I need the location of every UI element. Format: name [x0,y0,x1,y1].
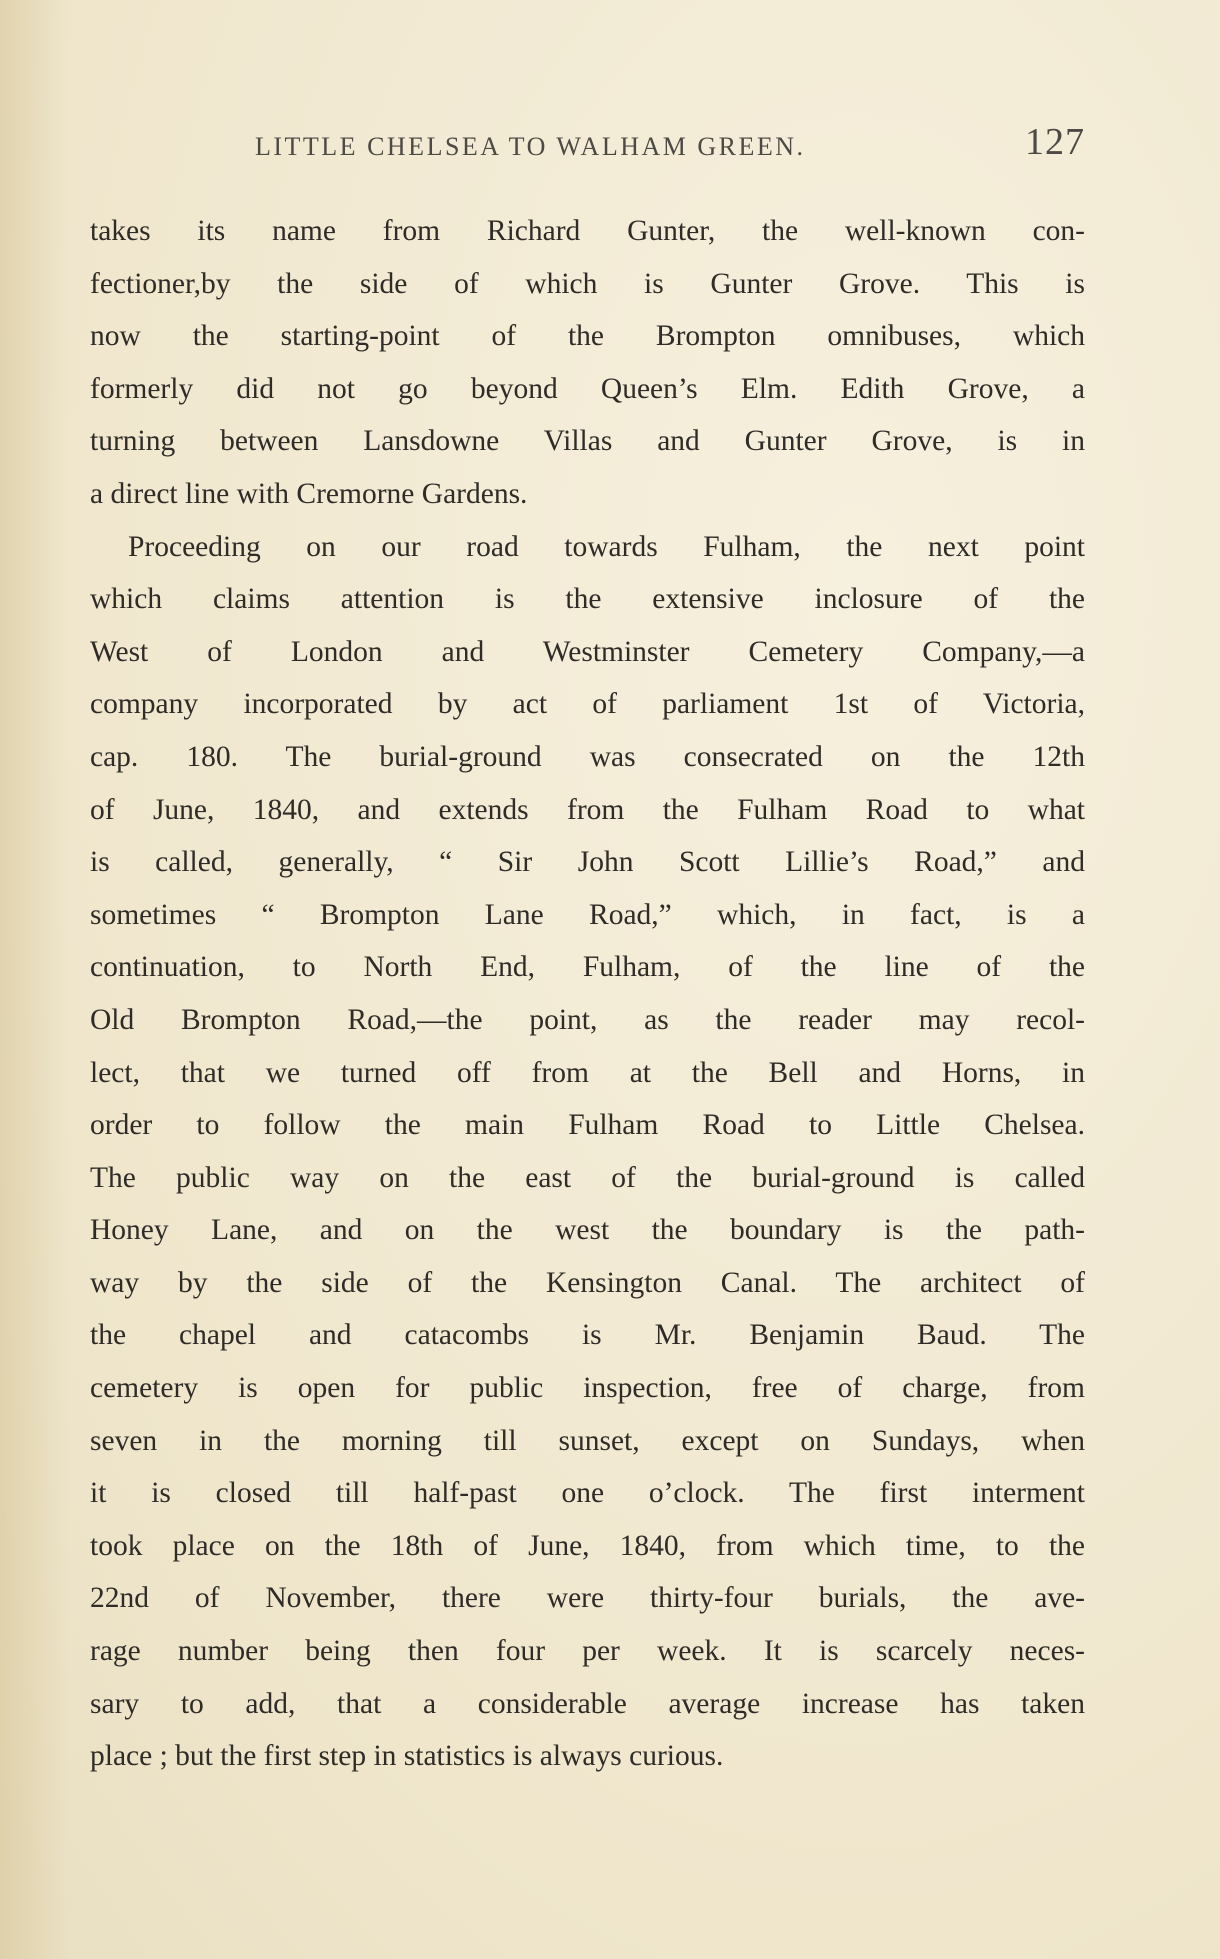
text-line: sometimes “ Brompton Lane Road,” which, in fact, is a [90,898,1085,931]
text-line: formerly did not go beyond Queen’s Elm. Edith Grove, a [90,372,1085,405]
text-line: order to follow the main Fulham Road to Little Chelsea. [90,1109,1085,1142]
running-head [90,118,1085,168]
paragraph [90,521,1085,1783]
running-title: LITTLE CHELSEA TO WALHAM GREEN. [255,132,806,161]
text-line: Honey Lane, and on the west the boundary is the path- [90,1214,1085,1247]
paragraph [90,205,1085,521]
text-line: continuation, to North End, Fulham, of the line of the [90,951,1085,984]
text-line: sary to add, that a considerable average increase has taken [90,1687,1085,1720]
text-line: it is closed till half-past one o’clock. The first interment [90,1477,1085,1510]
text-line: which claims attention is the extensive inclosure of the [90,583,1085,616]
text-line: cemetery is open for public inspection, free of charge, from [90,1372,1085,1405]
text-line: lect, that we turned off from at the Bell and Horns, in [90,1056,1085,1089]
text-line: way by the side of the Kensington Canal. The architect of [90,1266,1085,1299]
text-line: took place on the 18th of June, 1840, from which time, to the [90,1529,1085,1562]
text-line: The public way on the east of the burial-ground is called [90,1161,1085,1194]
text-line: a direct line with Cremorne Gardens. [90,477,528,510]
text-line: fectioner,by the side of which is Gunter Grove. This is [90,267,1085,300]
text-line: West of London and Westminster Cemetery Company,—a [90,635,1085,668]
text-line: cap. 180. The burial-ground was consecrated on the 12th [90,740,1085,773]
text-line: of June, 1840, and extends from the Fulham Road to what [90,793,1085,826]
text-line: company incorporated by act of parliament 1st of Victoria, [90,688,1085,721]
text-line: Proceeding on our road towards Fulham, the next point [128,530,1085,563]
text-line: 22nd of November, there were thirty-four burials, the ave- [90,1582,1085,1615]
text-line: the chapel and catacombs is Mr. Benjamin Baud. The [90,1319,1085,1352]
text-line: seven in the morning till sunset, except on Sundays, when [90,1424,1085,1457]
text-line: Old Brompton Road,—the point, as the reader may recol- [90,1003,1085,1036]
text-line: now the starting-point of the Brompton omnibuses, which [90,320,1085,353]
text-line: place ; but the first step in statistics is always curious. [90,1740,724,1773]
text-line: rage number being then four per week. It is scarcely neces- [90,1635,1085,1668]
text-line: is called, generally, “ Sir John Scott Lillie’s Road,” and [90,846,1085,879]
text-line: takes its name from Richard Gunter, the well-known con- [90,215,1085,247]
text-line: turning between Lansdowne Villas and Gunter Grove, is in [90,425,1085,458]
page-number: 127 [1025,121,1085,163]
body-text [90,205,1085,1783]
